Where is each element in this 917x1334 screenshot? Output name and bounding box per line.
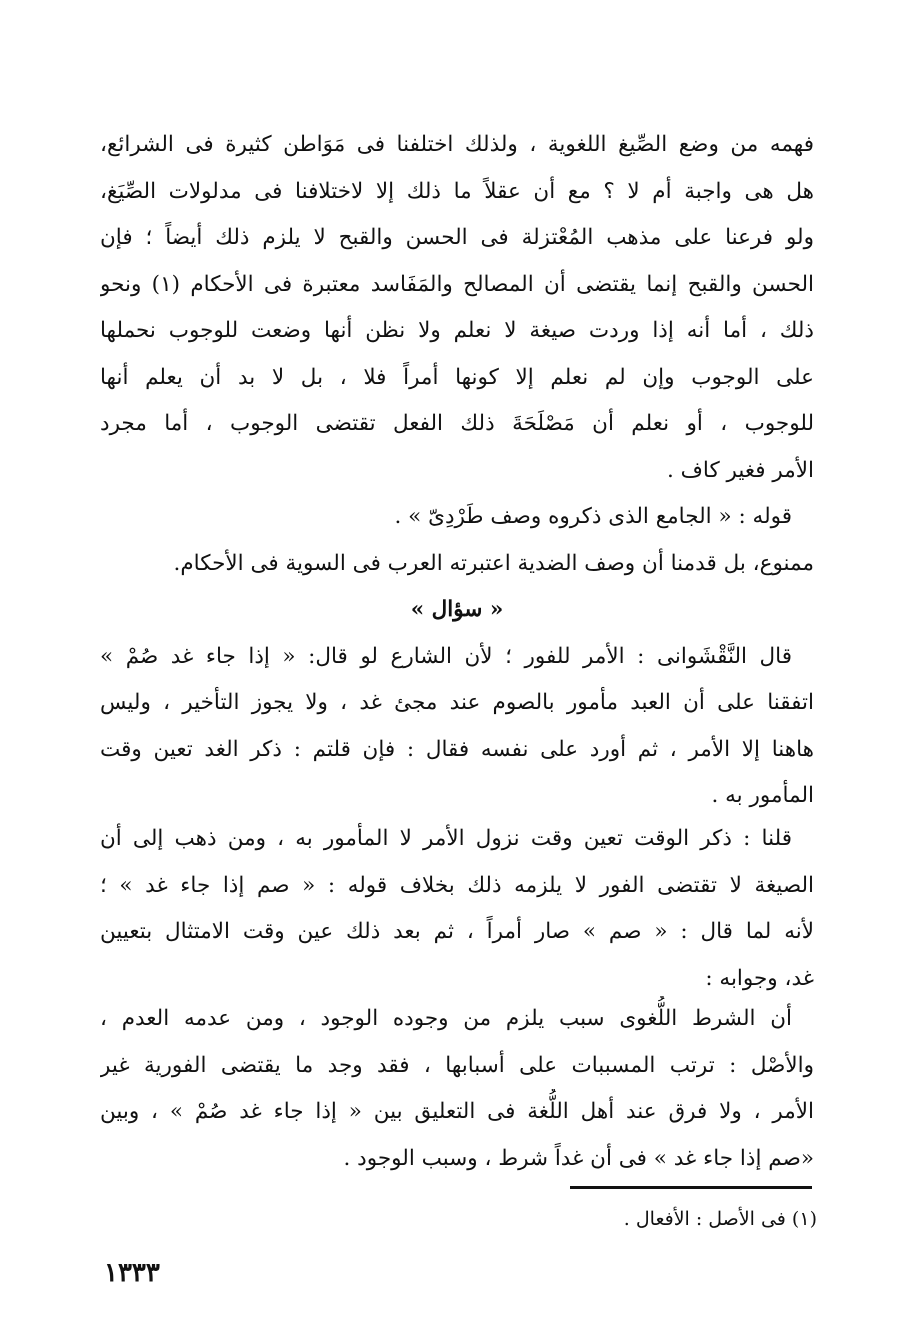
- text-line: غد، وجوابه :: [705, 965, 814, 991]
- text-line: الأمر ، ولا فرق عند أهل اللُّغة فى التعليق بين « إذا جاء غد صُمْ » ، وبين: [100, 1099, 814, 1124]
- main-text-3: [100, 996, 814, 1182]
- text-line: والأصْل : ترتب المسببات على أسبابها ، فقد وجد ما يقتضى الفورية غير: [100, 1052, 814, 1078]
- main-text: [100, 122, 814, 820]
- footnote-divider: [570, 1186, 812, 1189]
- text-line: للوجوب ، أو نعلم أن مَصْلَحَةَ ذلك الفعل تقتضى الوجوب ، أما مجرد: [100, 411, 814, 436]
- text-line: الحسن والقبح إنما يقتضى أن المصالح والمَفَاسد معتبرة فى الأحكام (١) ونحو: [100, 271, 814, 297]
- text-line: على الوجوب وإن لم نعلم إلا كونها أمراً فلا ، بل لا بد أن يعلم أنها: [100, 364, 814, 390]
- text-line: هاهنا إلا الأمر ، ثم أورد على نفسه فقال : فإن قلتم : ذكر الغد تعين وقت: [100, 736, 814, 762]
- section-heading: « سؤال »: [410, 597, 504, 622]
- text-line: قال النَّقْشَوانى : الأمر للفور ؛ لأن الشارع لو قال: « إذا جاء غد صُمْ »: [100, 643, 792, 669]
- text-line: قلنا : ذكر الوقت تعين وقت نزول الأمر لا المأمور به ، ومن ذهب إلى أن: [100, 826, 792, 851]
- text-line: أن الشرط اللُّغوى سبب يلزم من وجوده الوجود ، ومن عدمه العدم ،: [100, 1006, 792, 1031]
- text-line: المأمور به .: [711, 783, 814, 808]
- text-line: هل هى واجبة أم لا ؟ مع أن عقلاً ما ذلك إلا لاختلافنا فى مدلولات الصِّيَغ،: [100, 178, 814, 204]
- footnote: (١) فى الأصل : الأفعال .: [623, 1208, 817, 1230]
- text-line: اتفقنا على أن العبد مأمور بالصوم عند مجئ غد ، ولا يجوز التأخير ، وليس: [100, 690, 814, 715]
- text-line: الأمر فغير كاف .: [666, 457, 814, 483]
- text-line: الصيغة لا تقتضى الفور لا يلزمه ذلك بخلاف قوله : « صم إذا جاء غد » ؛: [100, 872, 814, 898]
- text-line: لأنه لما قال : « صم » صار أمراً ، ثم بعد ذلك عين وقت الامتثال بتعيين: [100, 919, 814, 944]
- text-line: «صم إذا جاء غد » فى أن غداً شرط ، وسبب الوجود .: [343, 1145, 814, 1171]
- text-line: ذلك ، أما أنه إذا وردت صيغة لا نعلم ولا نظن أنها وضعت للوجوب نحملها: [100, 318, 814, 343]
- main-text-2: [100, 816, 814, 1002]
- text-line: فهمه من وضع الصِّيغ اللغوية ، ولذلك اختلفنا فى مَوَاطن كثيرة فى الشرائع،: [100, 132, 814, 157]
- page-number: ١٣٣٣: [104, 1258, 160, 1288]
- quote-line: قوله : « الجامع الذى ذكروه وصف طَرْدِىّ » .: [394, 504, 792, 529]
- text-line: ولو فرعنا على مذهب المُعْتزلة فى الحسن والقبح لا يلزم ذلك أيضاً ؛ فإن: [100, 225, 814, 250]
- text-line: ممنوع، بل قدمنا أن وصف الضدية اعتبرته العرب فى السوية فى الأحكام.: [173, 550, 814, 576]
